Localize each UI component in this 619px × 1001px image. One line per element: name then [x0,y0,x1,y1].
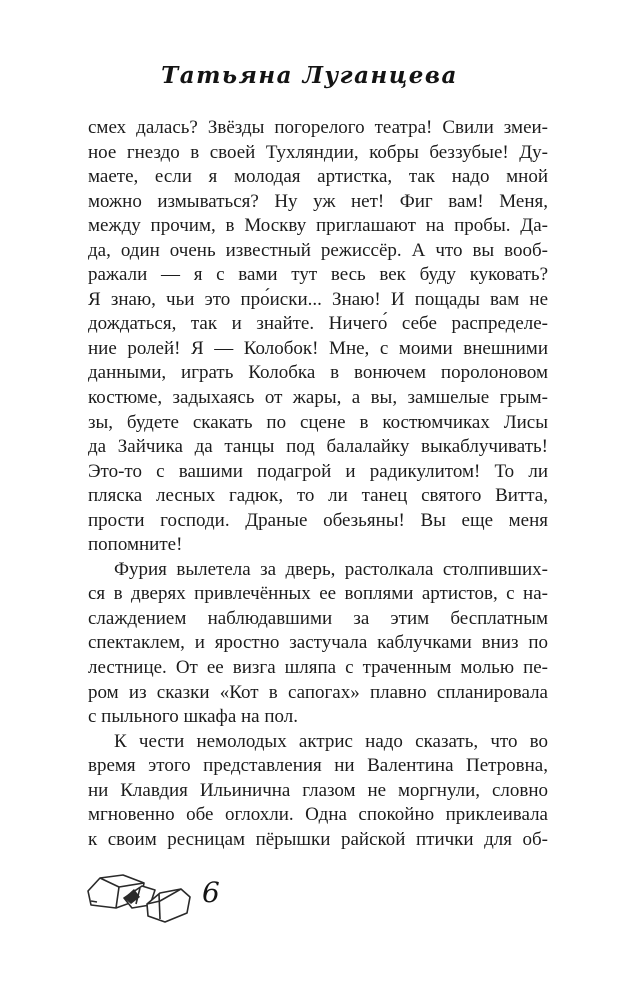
text-line: прости господи. Драные обезьяны! Вы еще меня [88,509,548,531]
text-line: слаждением наблюдавшими за этим бесплатным [88,607,548,629]
text-line: лестнице. От ее визга шляпа с траченным молью пе- [88,657,548,679]
text-line: мгновенно обе оглохли. Одна спокойно приклеивала [88,804,548,826]
text-line: попомните! [88,534,183,556]
text-line: Это-то с вашими подагрой и радикулитом! То ли [88,460,548,482]
body-text [88,116,548,852]
text-line: между прочим, в Москву приглашают на пробы. Да- [88,215,548,237]
text-line: дождаться, так и знайте. Ничего́ себе распределе- [88,313,548,335]
lipstick-icon [86,874,192,924]
text-line: да, один очень известный режиссёр. А что вы вооб- [88,239,548,261]
text-line: ражали — я с вами тут весь век буду куковать? [88,264,548,286]
text-line: к своим ресницам пёрышки райской птички для об- [88,828,548,850]
page-number: 6 [202,876,220,909]
text-line: да Зайчика да танцы под балалайку выкаблучивать! [88,436,548,458]
text-line: пляска лесных гадюк, то ли танец святого Витта, [88,485,548,507]
text-line: смех далась? Звёзды погорелого театра! Свили змеи- [88,117,548,138]
text-line: ся в дверях привлечённых ее воплями артистов, с на- [88,583,548,605]
text-line: ние ролей! Я — Колобок! Мне, с моими внешними [88,337,548,359]
text-line: зы, будете скакать по сцене в костюмчиках Лисы [88,411,548,433]
text-line: К чести немолодых актрис надо сказать, что во [114,730,548,752]
page-footer [0,868,619,928]
text-line: ром из сказки «Кот в сапогах» плавно спланировала [88,681,548,703]
text-line: Я знаю, чьи это про́иски... Знаю! И пощады вам не [88,288,548,310]
text-line: ни Клавдия Ильинична глазом не моргнули, словно [88,779,548,801]
text-line: спектаклем, и яростно застучала каблучками вниз по [88,632,548,654]
text-line: данными, играть Колобка в вонючем поролоновом [88,362,548,384]
text-line: Фурия вылетела за дверь, растолкала столпивших- [114,558,548,580]
author-header: Татьяна Луганцева [161,62,458,89]
text-line: время этого представления ни Валентина Петровна, [88,755,548,777]
text-line: костюме, задыхаясь от жары, а вы, замшелые грым- [88,387,548,409]
text-line: ное гнездо в своей Тухляндии, кобры беззубые! Ду- [88,141,548,163]
text-line: маете, если я молодая артистка, так надо мной [88,166,548,188]
text-line: можно измываться? Ну уж нет! Фиг вам! Меня, [88,190,548,212]
text-line: с пыльного шкафа на пол. [88,706,299,728]
